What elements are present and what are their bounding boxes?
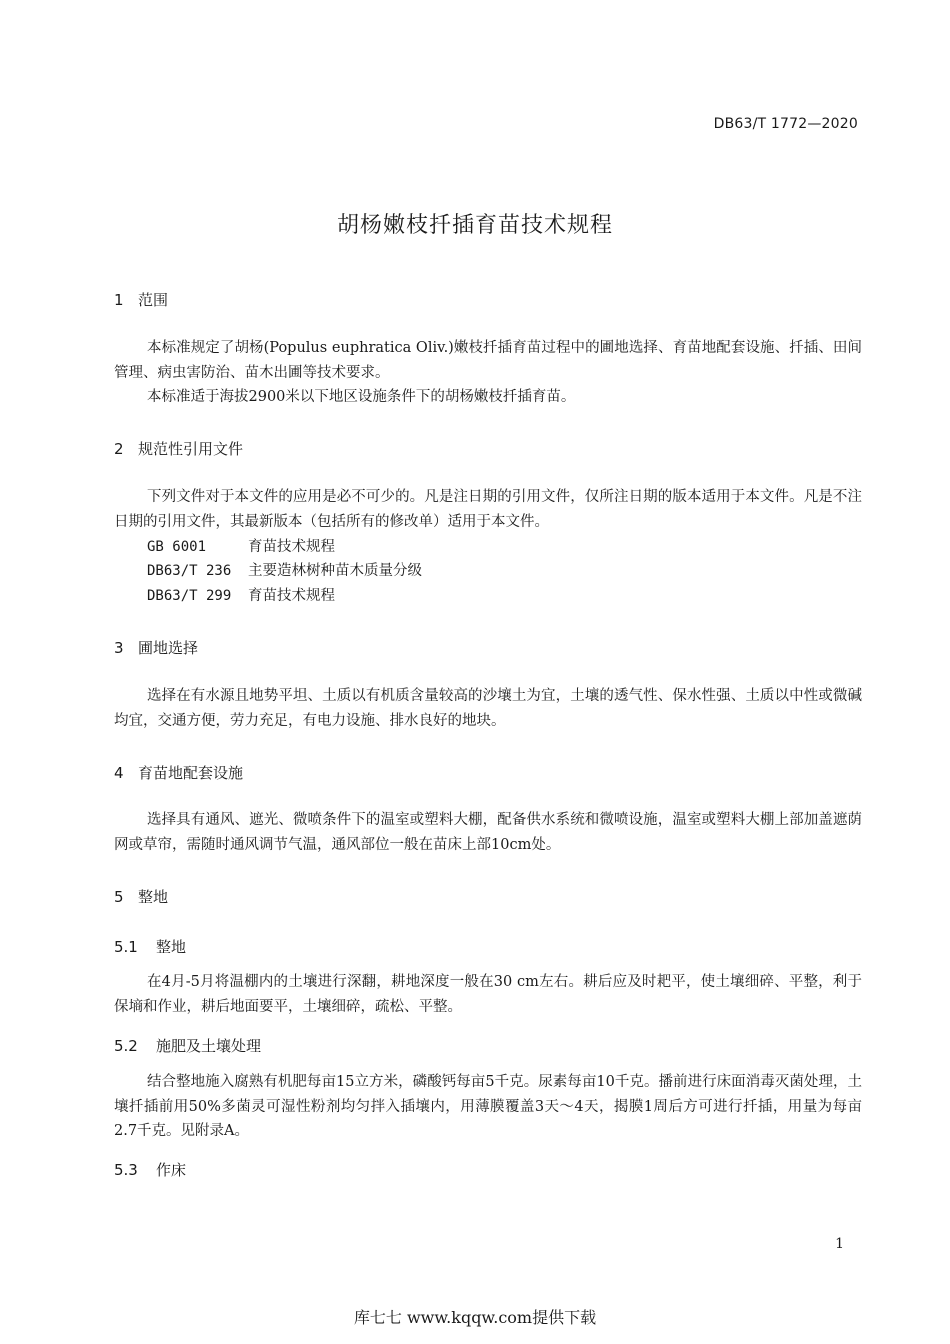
section-heading-4	[114, 762, 243, 783]
download-footer: 库七七 www.kqqw.com提供下载	[353, 1308, 597, 1327]
section-title: 育苗地配套设施	[138, 764, 244, 782]
subsection-heading-5-3	[114, 1159, 186, 1180]
section-heading-1	[114, 289, 168, 310]
section-heading-3	[114, 637, 198, 658]
reference-item	[147, 584, 335, 609]
paragraph: 结合整地施入腐熟有机肥每亩15立方米，磷酸钙每亩5千克。尿素每亩10千克。播前进行床面消毒灭菌处理，土壤扦插前用50%多菌灵可湿性粉剂均匀拌入插壤内，用薄膜覆盖3天～4天，揭膜1周后方可进行扦插，用量为每亩2.7千克。见附录A。	[114, 1074, 862, 1139]
section-title: 范围	[138, 291, 169, 309]
subsection-title: 整地	[156, 938, 187, 956]
page-number: 1	[835, 1236, 844, 1252]
reference-name: 育苗技术规程	[248, 588, 335, 604]
paragraph: 选择具有通风、遮光、微喷条件下的温室或塑料大棚，配备供水系统和微喷设施，温室或塑料大棚上部加盖遮荫网或草帘，需随时通风调节气温，通风部位一般在苗床上部10cm处。	[114, 812, 862, 853]
reference-name: 主要造林树种苗木质量分级	[248, 563, 422, 579]
section-heading-5	[114, 886, 168, 907]
reference-name: 育苗技术规程	[248, 539, 335, 555]
reference-code: DB63/T 299	[147, 588, 232, 604]
subsection-title: 作床	[156, 1161, 187, 1179]
paragraph: 选择在有水源且地势平坦、土质以有机质含量较高的沙壤土为宜，土壤的透气性、保水性强、土质以中性或微碱均宜，交通方便，劳力充足，有电力设施、排水良好的地块。	[114, 688, 862, 729]
standard-code: DB63/T 1772—2020	[713, 116, 858, 132]
section-number: 1	[114, 291, 124, 309]
section-heading-2	[114, 438, 243, 459]
reference-code: DB63/T 236	[147, 563, 232, 579]
reference-item	[147, 559, 422, 584]
section-title: 圃地选择	[138, 639, 199, 657]
section-title: 规范性引用文件	[138, 440, 244, 458]
subsection-heading-5-1	[114, 936, 186, 957]
subsection-heading-5-2	[114, 1035, 261, 1056]
paragraph: 本标准适于海拔2900米以下地区设施条件下的胡杨嫩枝扦插育苗。	[147, 389, 576, 405]
section-number: 2	[114, 440, 124, 458]
reference-item	[147, 535, 335, 560]
section-title: 整地	[138, 888, 169, 906]
subsection-number: 5.2	[114, 1037, 138, 1055]
paragraph: 本标准规定了胡杨(Populus euphratica Oliv.)嫩枝扦插育苗过程中的圃地选择、育苗地配套设施、扦插、田间管理、病虫害防治、苗木出圃等技术要求。	[114, 340, 862, 381]
paragraph: 在4月-5月将温棚内的土壤进行深翻，耕地深度一般在30 cm左右。耕后应及时耙平，使土壤细碎、平整，利于保墒和作业，耕后地面要平，土壤细碎，疏松、平整。	[114, 974, 862, 1015]
section-number: 3	[114, 639, 124, 657]
subsection-number: 5.3	[114, 1161, 138, 1179]
document-title: 胡杨嫩枝扦插育苗技术规程	[336, 213, 613, 238]
section-number: 4	[114, 764, 124, 782]
paragraph: 下列文件对于本文件的应用是必不可少的。凡是注日期的引用文件，仅所注日期的版本适用于本文件。凡是不注日期的引用文件，其最新版本（包括所有的修改单）适用于本文件。	[114, 489, 862, 530]
section-number: 5	[114, 888, 124, 906]
reference-code: GB 6001	[147, 539, 207, 555]
subsection-title: 施肥及土壤处理	[156, 1037, 262, 1055]
subsection-number: 5.1	[114, 938, 138, 956]
